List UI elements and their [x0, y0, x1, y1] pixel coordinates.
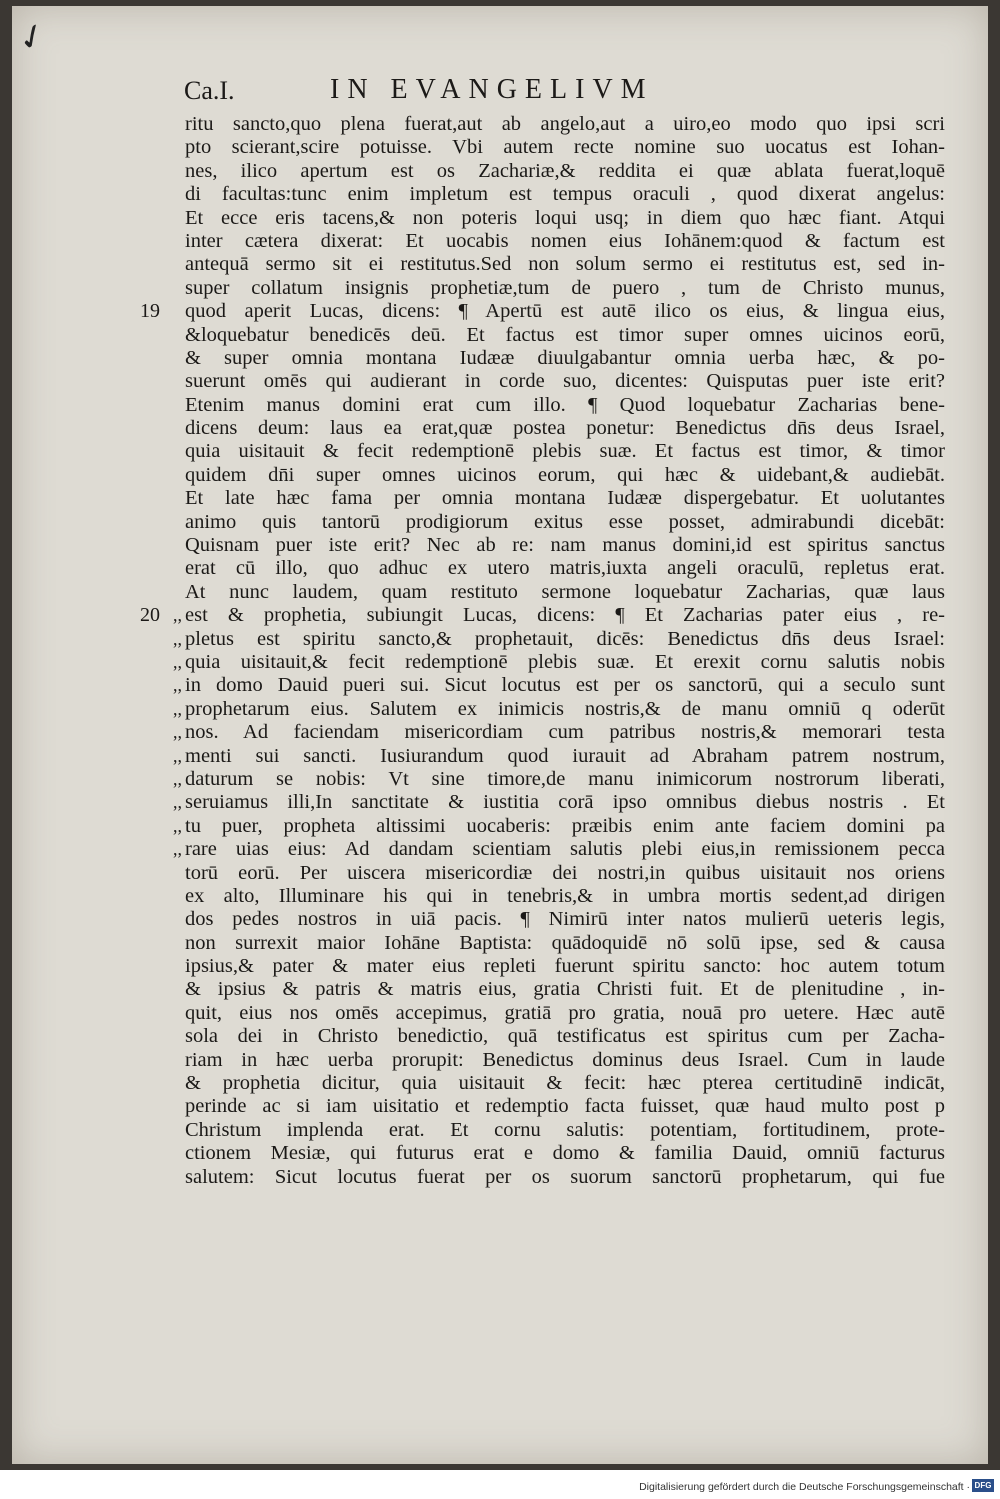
text-line [185, 230, 945, 253]
quote-mark: ,, [173, 815, 182, 836]
text-line [185, 487, 945, 510]
text-line [185, 862, 945, 885]
text-line [185, 277, 945, 300]
line-text: quod aperit Lucas, dicens: ¶ Apertū est autē ilico os eius, & lingua eius, [185, 300, 945, 323]
quote-mark: ,, [173, 792, 182, 813]
line-text: ipsius,& pater & mater eius repleti fuerunt spiritu sancto: hoc autem totum [185, 955, 945, 978]
line-text: Christum implenda erat. Et cornu salutis: potentiam, fortitudinem, prote- [185, 1118, 945, 1141]
quote-mark: ,, [173, 839, 182, 860]
line-text: pletus est spiritu sancto,& prophetauit, dicēs: Benedictus dn̄s deus Israel: [185, 627, 945, 650]
line-text: salutem: Sicut locutus fuerat per os suorum sanctorū prophetarum, qui fue [185, 1165, 945, 1188]
footer-credit: Digitalisierung gefördert durch die Deutsche Forschungsgemeinschaft · [639, 1481, 970, 1493]
line-text: nos. Ad faciendam misericordiam cum patribus nostris,& memorari testa [185, 721, 945, 744]
line-text: riam in hæc uerba prorupit: Benedictus dominus deus Israel. Cum in laude [185, 1048, 945, 1071]
running-title: IN EVANGELIVM [330, 74, 654, 105]
dfg-logo: DFG [972, 1479, 994, 1492]
line-text: erat cū illo, quo adhuc ex utero matris,iuxta angeli oraculū, repletus erat. [185, 557, 945, 580]
quote-mark: ,, [173, 698, 182, 719]
line-text: ex alto, Illuminare his qui in tenebris,& in umbra mortis sedent,ad dirigen [185, 884, 945, 907]
footer-bar [0, 1470, 1000, 1499]
line-text: quidem dn̄i super omnes uicinos eorum, qui hæc & uidebant,& audiebāt. [185, 463, 945, 486]
line-text: quia uisitauit,& fecit redemptionē plebis suæ. Et erexit cornu salutis nobis [185, 650, 945, 673]
line-number: 20 [140, 604, 160, 627]
line-text: torū eorū. Per uiscera misericordiæ dei nostri,in quibus uisitauit nos oriens [185, 861, 945, 884]
line-text: nes, ilico apertum est os Zachariæ,& reddita ei quæ ablata fuerat,loquē [185, 159, 945, 182]
line-text: quia uisitauit & fecit redemptionē plebis suæ. Et factus est timor, & timor [185, 440, 945, 463]
text-line [185, 253, 945, 276]
text-line [185, 1002, 945, 1025]
text-line [185, 324, 945, 347]
text-line [185, 978, 945, 1001]
text-line [185, 370, 945, 393]
text-line [185, 557, 945, 580]
text-line [185, 394, 945, 417]
line-text: sola dei in Christo benedictio, quā testificatus est spiritus cum per Zacha- [185, 1025, 945, 1048]
line-text: non surrexit maior Iohāne Baptista: quādoquidē nō solū ipse, sed & causa [185, 931, 945, 954]
quote-mark: ,, [173, 768, 182, 789]
line-text: & prophetia dicitur, quia uisitauit & fecit: hæc pterea certitudinē indicāt, [185, 1072, 945, 1095]
text-line [173, 721, 945, 744]
quote-mark: ,, [173, 675, 182, 696]
text-line [185, 581, 945, 604]
text-line [173, 697, 945, 721]
text-line [173, 838, 945, 861]
line-text: quit, eius nos omēs accepimus, gratiā pro gratia, nouā pro uetere. Hæc autē [185, 1001, 945, 1024]
line-text: di facultas:tunc enim impletum est tempus oraculi , quod dixerat angelus: [185, 183, 945, 206]
body-text [140, 113, 945, 1189]
line-text: & super omnia montana Iudææ diuulgabantur omnia uerba hæc, & po- [185, 346, 945, 369]
text-line [185, 1072, 945, 1095]
text-line [185, 160, 945, 183]
text-line [185, 417, 945, 440]
line-text: inter cætera dixerat: Et uocabis nomen eius Iohānem:quod & factum est [185, 229, 945, 252]
quote-mark: ,, [173, 722, 182, 743]
text-line [185, 1049, 945, 1072]
line-text: Et ecce eris tacens,& non poteris loqui usq; in diem quo hæc fiant. Atqui [185, 206, 945, 229]
line-text: Quisnam puer iste erit? Nec ab re: nam manus domini,id est spiritus sanctus [185, 534, 945, 557]
line-text: dos pedes nostros in uiā pacis. ¶ Nimirū inter natos mulierū ueteris legis, [185, 908, 945, 931]
page-header [12, 74, 988, 114]
line-text: daturum se nobis: Vt sine timore,de manu inimicorum nostrorum liberati, [185, 767, 945, 790]
text-line [185, 1166, 945, 1189]
text-line [185, 113, 945, 136]
quote-mark: ,, [173, 628, 182, 649]
text-line [173, 767, 945, 791]
text-line [185, 955, 945, 978]
line-text: animo quis tantorū prodigiorum exitus esse posset, admirabundi dicebāt: [185, 510, 945, 533]
text-line [140, 300, 945, 323]
line-number: 19 [140, 300, 160, 323]
line-text: antequā sermo sit ei restitutus.Sed non solum sermo ei restitutus est, sed in- [185, 253, 945, 276]
quote-mark: ,, [173, 745, 182, 766]
text-line [185, 511, 945, 534]
text-line [185, 347, 945, 370]
pencil-mark-icon: ✓ [11, 15, 54, 61]
text-line [185, 1119, 945, 1142]
quote-mark: ,, [173, 605, 182, 626]
text-line [185, 464, 945, 487]
line-text: dicens deum: laus ea erat,quæ postea ponetur: Benedictus dn̄s deus Israel, [185, 417, 945, 440]
line-text: &loquebatur benedicēs deū. Et factus est timor super omnes uicinos eorū, [185, 323, 945, 346]
line-text: At nunc laudem, quam restituto sermone loquebatur Zacharias, quæ laus [185, 580, 945, 603]
text-line [185, 136, 945, 159]
text-line [173, 674, 945, 697]
line-text: & ipsius & patris & matris eius, gratia Christi fuit. Et de plenitudine , in- [185, 978, 945, 1001]
line-text: prophetarum eius. Salutem ex inimicis nostris,& de manu omniū q oderūt [185, 697, 945, 720]
text-line [185, 932, 945, 955]
line-text: Etenim manus domini erat cum illo. ¶ Quod loquebatur Zacharias bene- [185, 393, 945, 416]
text-line [173, 627, 945, 651]
line-text: perinde ac si iam uisitatio et redemptio facta fuisset, quæ haud multo post p [185, 1095, 945, 1118]
line-text: tu puer, propheta altissimi uocaberis: præibis enim ante faciem domini pa [185, 814, 945, 837]
text-line [140, 604, 945, 627]
text-line [185, 440, 945, 463]
text-line [185, 908, 945, 931]
text-line [185, 1025, 945, 1048]
quote-mark: ,, [173, 651, 182, 672]
line-text: super collatum insignis prophetiæ,tum de puero , tum de Christo munus, [185, 276, 945, 299]
line-text: ctionem Mesiæ, qui futurus erat e domo & familia Dauid, omniū facturus [185, 1142, 945, 1165]
text-line [173, 791, 945, 814]
text-line [185, 183, 945, 206]
line-text: suerunt omēs qui audierant in corde suo, dicentes: Quisputas puer iste erit? [185, 370, 945, 393]
line-text: ritu sancto,quo plena fuerat,aut ab angelo,aut a uiro,eo modo quo ipsi scri [185, 113, 945, 135]
line-text: pto scierant,scire potuisse. Vbi autem recte nomine suo uocatus est Iohan- [185, 136, 945, 159]
book-page [12, 6, 988, 1464]
text-line [185, 1142, 945, 1165]
chapter-label: Ca.I. [184, 76, 235, 105]
line-text: rare uias eius: Ad dandam scientiam salutis plebi eius,in remissionem pecca [185, 838, 945, 861]
text-line [185, 1095, 945, 1118]
line-text: Et late hæc fama per omnia montana Iudææ dispergebatur. Et uolutantes [185, 487, 945, 510]
text-line [173, 744, 945, 768]
text-line [185, 534, 945, 557]
text-line [185, 207, 945, 230]
line-text: est & prophetia, subiungit Lucas, dicens: ¶ Et Zacharias pater eius , re- [185, 604, 945, 627]
line-text: in domo Dauid pueri sui. Sicut locutus est per os sanctorū, qui a seculo sunt [185, 674, 945, 697]
line-text: menti sui sancti. Iusiurandum quod iurauit ad Abraham patrem nostrum, [185, 744, 945, 767]
text-line [173, 814, 945, 838]
text-line [173, 650, 945, 674]
text-line [185, 885, 945, 908]
line-text: seruiamus illi,In sanctitate & iustitia corā ipso omnibus diebus nostris . Et [185, 791, 945, 814]
